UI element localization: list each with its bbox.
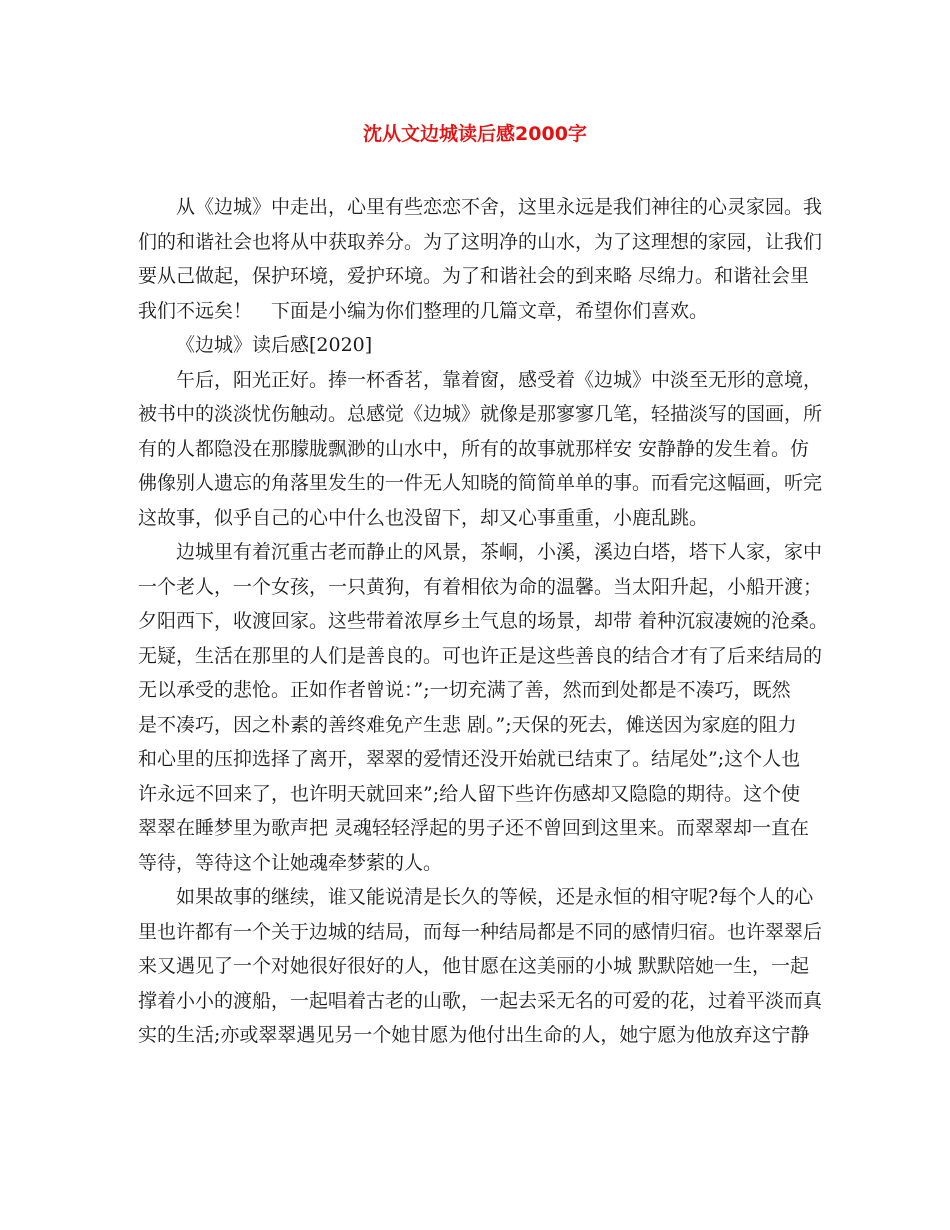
text-line: 《边城》读后感[2020] bbox=[176, 334, 373, 356]
text-line: 我们不远矣！ 下面是小编为你们整理的几篇文章，希望你们喜欢。 bbox=[138, 299, 709, 322]
text-line: 被书中的淡淡忧伤触动。总感觉《边城》就像是那寥寥几笔，轻描淡写的国画，所 bbox=[138, 403, 823, 425]
text-line: 翠翠在睡梦里为歌声把 灵魂轻轻浮起的男子还不曾回到这里来。而翠翠却一直在 bbox=[138, 817, 810, 839]
text-line: 实的生活;亦或翠翠遇见另一个她甘愿为他付出生命的人，她宁愿为他放弃这宁静 bbox=[138, 1024, 810, 1046]
text-line: 和心里的压抑选择了离开，翠翠的爱情还没开始就已结束了。结尾处”;这个人也 bbox=[138, 748, 801, 770]
text-line: 午后，阳光正好。捧一杯香茗，靠着窗，感受着《边城》中淡至无形的意境， bbox=[176, 368, 823, 391]
text-line: 如果故事的继续，谁又能说清是长久的等候，还是永恒的相守呢?每个人的心 bbox=[176, 886, 814, 908]
text-line: 这故事，似乎自己的心中什么也没留下，却又心事重重，小鹿乱跳。 bbox=[138, 506, 709, 529]
text-line: 佛像别人遗忘的角落里发生的一件无人知晓的简简单单的事。而看完这幅画，听完 bbox=[138, 472, 823, 494]
text-line: 从《边城》中走出，心里有些恋恋不舍，这里永远是我们神往的心灵家园。我 bbox=[176, 196, 823, 218]
text-line: 夕阳西下，收渡回家。这些带着浓厚乡土气息的场景，却带 着种沉寂凄婉的沧桑。 bbox=[138, 610, 829, 632]
text-line: 撑着小小的渡船，一起唱着古老的山歌，一起去采无名的可爱的花，过着平淡而真 bbox=[138, 989, 823, 1012]
text-line: 一个老人，一个女孩，一只黄狗，有着相依为命的温馨。当太阳升起，小船开渡； bbox=[138, 575, 823, 598]
text-line: 无疑，生活在那里的人们是善良的。可也许正是这些善良的结合才有了后来结局的 bbox=[138, 644, 823, 667]
text-line: 有的人都隐没在那朦胧飘渺的山水中，所有的故事就那样安 安静静的发生着。仿 bbox=[138, 437, 810, 460]
text-line: 来又遇见了一个对她很好很好的人，他甘愿在这美丽的小城 默默陪她一生，一起 bbox=[138, 955, 810, 977]
text-line: 等待，等待这个让她魂牵梦萦的人。 bbox=[138, 851, 443, 874]
text-line: 无以承受的悲怆。正如作者曾说：”;一切充满了善，然而到处都是不凑巧，既然 bbox=[138, 679, 791, 701]
text-line: 们的和谐社会也将从中获取养分。为了这明净的山水，为了这理想的家园，让我们 bbox=[138, 230, 823, 253]
text-line: 里也许都有一个关于边城的结局，而每一种结局都是不同的感情归宿。也许翠翠后 bbox=[138, 920, 823, 943]
document-body bbox=[138, 190, 828, 1053]
text-line: 许永远不回来了，也许明天就回来”;给人留下些许伤感却又隐隐的期待。这个使 bbox=[138, 782, 801, 805]
text-line: 边城里有着沉重古老而静止的风景，茶峒，小溪，溪边白塔，塔下人家，家中 bbox=[176, 541, 823, 563]
text-line: 是不凑巧，因之朴素的善终难免产生悲 剧。”;天保的死去，傩送因为家庭的阻力 bbox=[138, 713, 797, 736]
document-title: 沈从文边城读后感2000字 bbox=[363, 123, 587, 145]
text-line: 要从己做起，保护环境，爱护环境。为了和谐社会的到来略 尽绵力。和谐社会里 bbox=[138, 265, 810, 287]
